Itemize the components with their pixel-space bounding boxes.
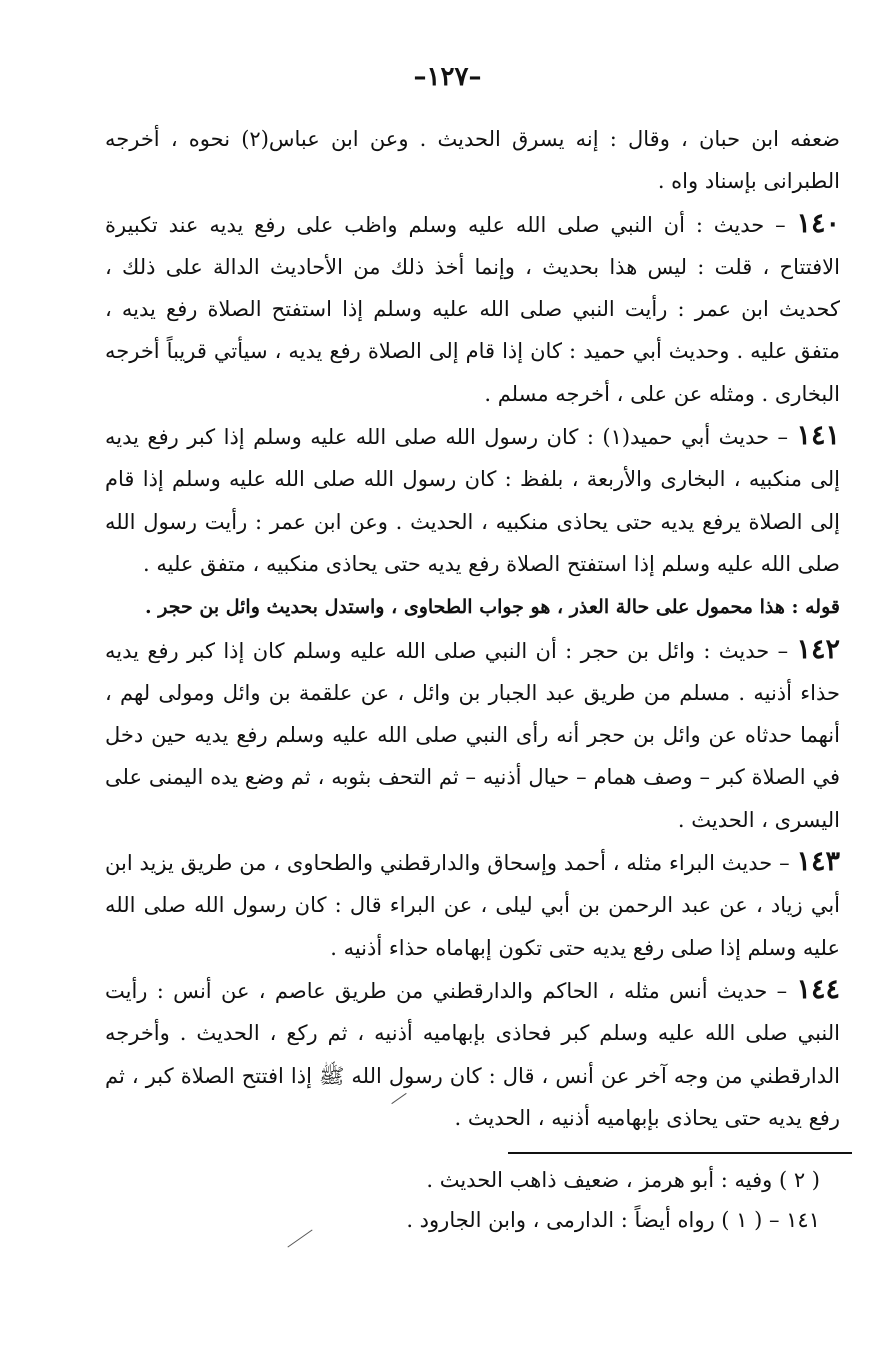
paragraph-text: – حديث : وائل بن حجر : أن النبي صلى الله عليه وسلم كان إذا كبر رفع يديه حذاء أذنيه . مسلم من طريق عبد الجبار بن وائل ، عن علقمة بن وائل ومولى لهم ، أنهما حدثاه عن وائل بن حجر أنه رأى النبي صلى الله عليه وسلم رفع يديه حين دخل في الصلاة كبر – وصف همام – حيال أذنيه – ثم التحف بثوبه ، ثم وضع يده اليمنى على اليسرى ، الحديث .: [105, 638, 840, 832]
hadith-number: ١٤٠: [796, 207, 840, 239]
paragraph-continuation: [105, 118, 840, 203]
page-number: –١٢٧–: [413, 62, 482, 92]
paragraph-text: ضعفه ابن حبان ، وقال : إنه يسرق الحديث . وعن ابن عباس(٢) نحوه ، أخرجه الطبرانى بإسناد واه .: [105, 127, 840, 194]
paragraph-text: – حديث أبي حميد(١) : كان رسول الله صلى الله عليه وسلم إذا كبر رفع يديه إلى منكبيه ، البخارى والأربعة ، بلفظ : كان رسول الله صلى الله عليه وسلم إذا قام إلى الصلاة يرفع يديه حتى يحاذى منكبيه ، الحديث . وعن ابن عمر : رأيت رسول الله صلى الله عليه وسلم إذا استفتح الصلاة رفع يديه حتى يحاذى منكبيه ، متفق عليه .: [105, 425, 840, 576]
footnote: ١٤١ – ( ١ ) رواه أيضاً : الدارمى ، وابن الجارود .: [406, 1208, 820, 1232]
note-label: قوله: [805, 596, 840, 619]
footnotes: [260, 1160, 820, 1240]
footnote: ( ٢ ) وفيه : أبو هرمز ، ضعيف ذاهب الحديث .: [426, 1168, 820, 1192]
paragraph-text: – حديث : أن النبي صلى الله عليه وسلم واظب على رفع يديه عند تكبيرة الافتتاح ، قلت : ليس هذا بحديث ، وإنما أخذ ذلك من الأحاديث الدالة على ذلك ، كحديث ابن عمر : رأيت النبي صلى الله عليه وسلم إذا استفتح الصلاة رفع يديه ، متفق عليه . وحديث أبي حميد : كان إذا قام إلى الصلاة رفع يديه ، سيأتي قريباً أخرجه البخارى . ومثله عن على ، أخرجه مسلم .: [105, 212, 840, 406]
paragraph-text: – حديث أنس مثله ، الحاكم والدارقطني من طريق عاصم ، عن أنس : رأيت النبي صلى الله عليه وسلم كبر فحاذى بإبهاميه أذنيه ، ثم ركع ، الحديث . وأخرجه الدارقطني من وجه آخر عن أنس ، قال : كان رسول الله ﷺ إذا افتتح الصلاة كبر ، ثم رفع يديه حتى يحاذى بإبهاميه أذنيه ، الحديث .: [105, 978, 840, 1130]
commentary-paragraph: [105, 585, 840, 628]
paragraph-text: – حديث البراء مثله ، أحمد وإسحاق والدارقطني والطحاوى ، من طريق يزيد ابن أبي زياد ، عن عبد الرحمن بن أبي ليلى ، عن البراء قال : كان رسول الله صلى الله عليه وسلم إذا صلى رفع يديه حتى تكون إبهاماه حذاء أذنيه .: [105, 851, 840, 960]
hadith-paragraph-144: [105, 969, 840, 1139]
hadith-paragraph-143: [105, 841, 840, 969]
footnote-divider: [508, 1152, 852, 1154]
hadith-number: ١٤١: [796, 420, 840, 452]
hadith-paragraph-142: [105, 629, 840, 841]
hadith-number: ١٤٢: [796, 633, 840, 665]
hadith-paragraph-140: [105, 203, 840, 415]
paragraph-text: : هذا محمول على حالة العذر ، هو جواب الطحاوى ، واستدل بحديث وائل بن حجر .: [145, 596, 806, 619]
hadith-number: ١٤٤: [796, 973, 841, 1005]
hadith-number: ١٤٣: [796, 846, 840, 878]
hadith-paragraph-141: [105, 415, 840, 585]
main-text: [105, 118, 840, 1139]
